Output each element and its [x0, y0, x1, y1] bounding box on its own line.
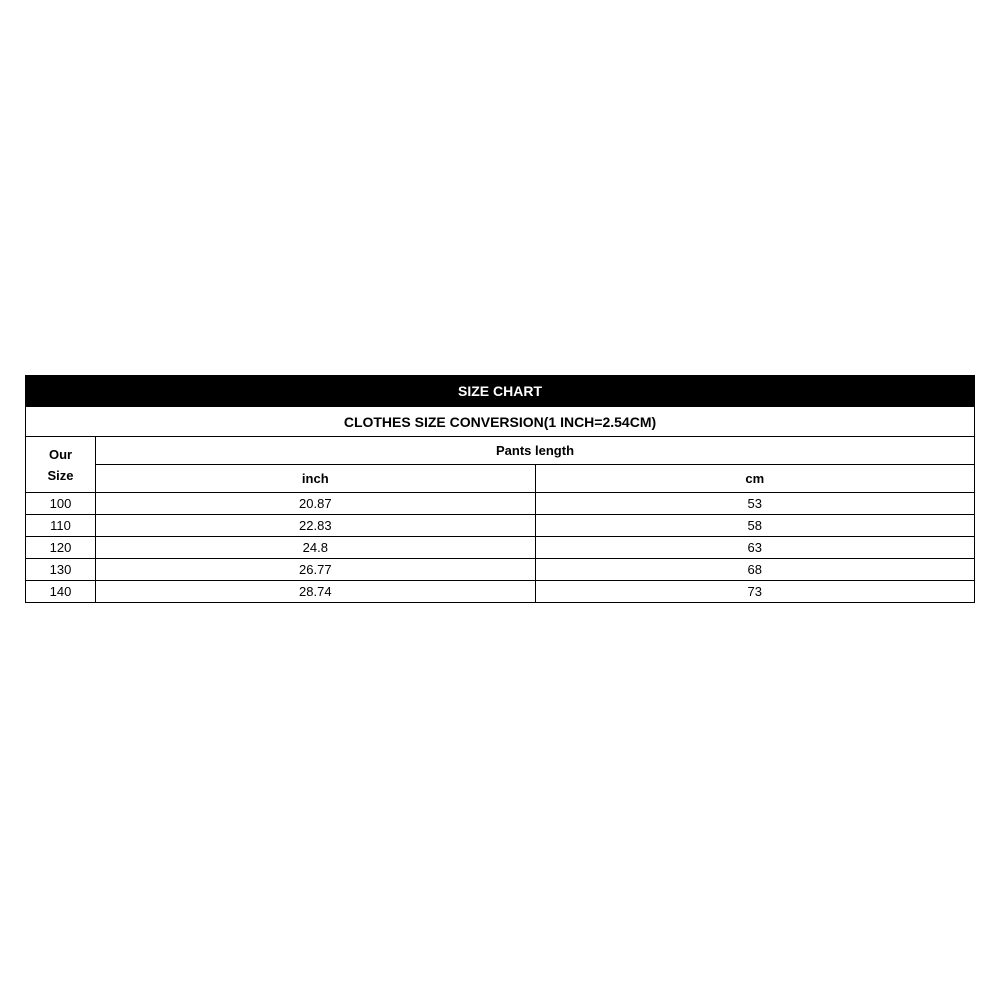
- our-size-header: [26, 437, 96, 493]
- chart-title: SIZE CHART: [26, 376, 975, 407]
- table-row: [26, 581, 975, 603]
- table-row: [26, 537, 975, 559]
- our-size-header-line2: Size: [47, 467, 74, 483]
- table-row: [26, 493, 975, 515]
- cm-cell: 53: [535, 493, 974, 515]
- size-cell: 140: [26, 581, 96, 603]
- cm-cell: 58: [535, 515, 974, 537]
- cm-cell: 73: [535, 581, 974, 603]
- group-header-row: [26, 437, 975, 465]
- title-row: [26, 376, 975, 407]
- unit-header-row: [26, 465, 975, 493]
- cm-cell: 63: [535, 537, 974, 559]
- size-cell: 120: [26, 537, 96, 559]
- size-chart-table: [25, 375, 975, 603]
- cm-cell: 68: [535, 559, 974, 581]
- table-row: [26, 515, 975, 537]
- table-row: [26, 559, 975, 581]
- subtitle-row: [26, 407, 975, 437]
- cm-header: cm: [535, 465, 974, 493]
- pants-length-header: Pants length: [96, 437, 975, 465]
- size-cell: 100: [26, 493, 96, 515]
- inch-cell: 26.77: [96, 559, 535, 581]
- our-size-header-line1: Our: [48, 446, 73, 462]
- conversion-subtitle: CLOTHES SIZE CONVERSION(1 INCH=2.54CM): [26, 407, 975, 437]
- inch-cell: 20.87: [96, 493, 535, 515]
- inch-cell: 22.83: [96, 515, 535, 537]
- inch-header: inch: [96, 465, 535, 493]
- size-cell: 130: [26, 559, 96, 581]
- size-cell: 110: [26, 515, 96, 537]
- inch-cell: 24.8: [96, 537, 535, 559]
- inch-cell: 28.74: [96, 581, 535, 603]
